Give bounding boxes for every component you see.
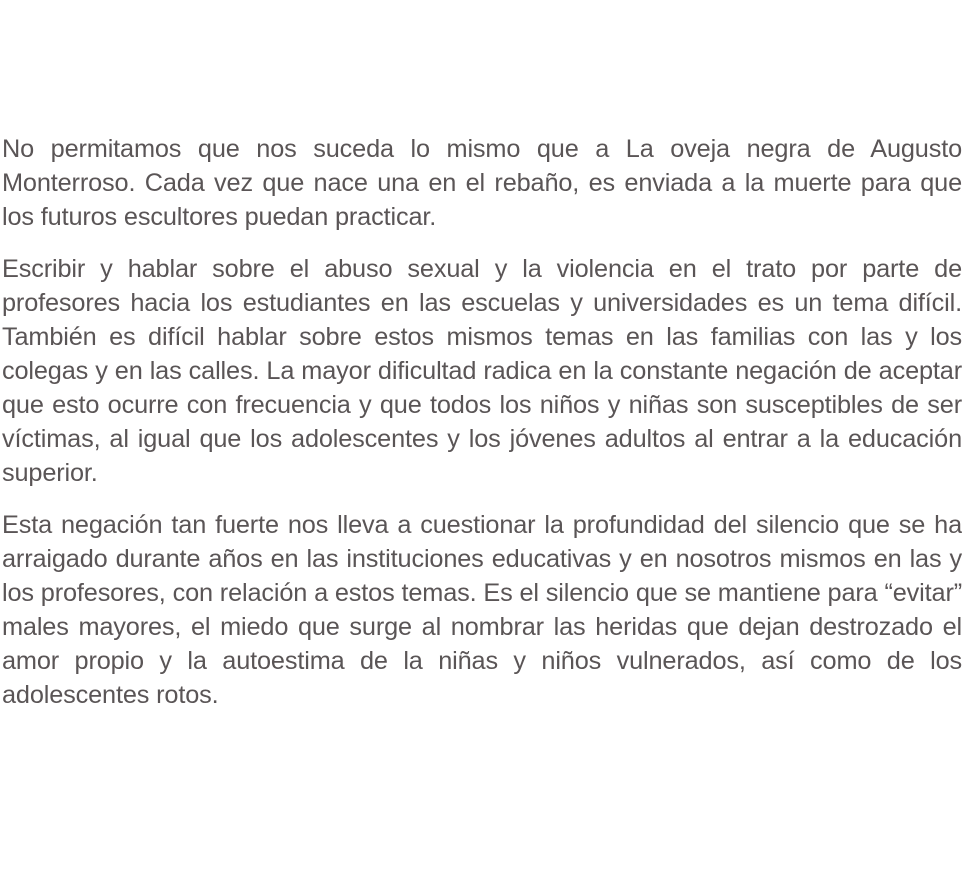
paragraph-abuso-sexual: Escribir y hablar sobre el abuso sexual y la violencia en el trato por parte de profesores hacia los estudiantes en las escuelas y universidades es un tema difícil. También es difícil hablar sobre estos mismos temas en las familias con las y los colegas y en las calles. La mayor dificultad radica en la constante negación de aceptar que esto ocurre con frecuencia y que todos los niños y niñas son susceptibles de ser víctimas, al igual que los adolescentes y los jóvenes adultos al entrar a la educación superior. (2, 255, 962, 487)
paragraph-negacion-silencio: Esta negación tan fuerte nos lleva a cuestionar la profundidad del silencio que se ha arraigado durante años en las instituciones educativas y en nosotros mismos en las y los profesores, con relación a estos temas. Es el silencio que se mantiene para “evitar” males mayores, el miedo que surge al nombrar las heridas que dejan destrozado el amor propio y la autoestima de la niñas y niños vulnerados, así como de los adolescentes rotos. (2, 511, 962, 709)
paragraph-oveja-negra: No permitamos que nos suceda lo mismo que a La oveja negra de Augusto Monterroso. Cada vez que nace una en el rebaño, es enviada a la muerte para que los futuros escultores puedan practicar. (2, 135, 962, 231)
article-body (2, 132, 962, 730)
